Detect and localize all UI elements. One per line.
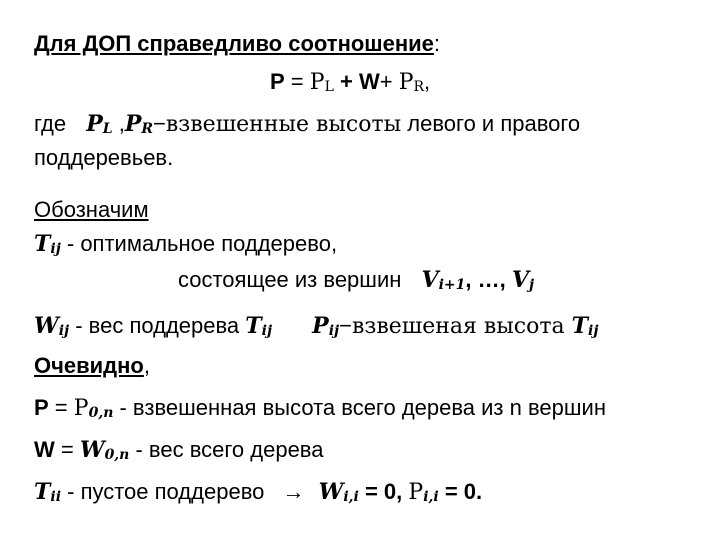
wij-t: T — [245, 313, 262, 339]
line-obvious-heading — [34, 352, 710, 380]
obvious-heading: Очевидно — [34, 353, 144, 378]
wtotal-text: - вес всего дерева — [129, 437, 324, 462]
where-text-sans: левого и правого — [401, 111, 581, 136]
line-vertices — [178, 266, 710, 297]
where-pr-sub: R — [141, 121, 154, 137]
vertices-v1: V — [421, 267, 439, 293]
line-w-total — [34, 436, 710, 467]
tij-sub: ij — [50, 241, 61, 257]
formula-pl-sub: L — [324, 79, 334, 95]
pij-dash: − — [339, 313, 352, 338]
arrow-icon: → — [282, 479, 305, 504]
wtotal-eq: = — [54, 437, 80, 462]
ptotal-eq: = — [48, 395, 74, 420]
pij-symbol: P — [312, 313, 329, 339]
subtrees-text: поддеревьев. — [34, 145, 174, 170]
line-empty-subtree — [34, 478, 710, 509]
line-subtrees — [34, 144, 710, 172]
wij-text: - вес поддерева — [69, 313, 246, 338]
wtotal-w0-sub: 0,n — [104, 447, 130, 463]
relation-heading: Для ДОП справедливо соотношение — [34, 31, 434, 56]
where-dash: − — [153, 111, 166, 136]
vertices-text: состоящее из вершин — [178, 267, 402, 292]
wij-t-sub: ij — [261, 323, 273, 339]
ptotal-p0-sub: 0,n — [88, 405, 114, 421]
formula-plus2: + — [379, 69, 399, 94]
formula-w: W — [358, 69, 380, 94]
line-relation-heading — [34, 30, 710, 58]
wij-sub: ij — [58, 323, 70, 339]
line-wij — [34, 312, 710, 343]
where-pl-sub: L — [102, 121, 113, 137]
wii-sub: i,i — [343, 489, 359, 505]
tij-text: - оптимальное поддерево, — [60, 231, 338, 256]
line-tij — [34, 230, 710, 261]
ptotal-p: P — [34, 395, 49, 420]
where-pl: P — [86, 111, 103, 137]
where-pr: P — [124, 111, 142, 137]
formula-pr: P — [398, 70, 414, 95]
pij-t-sub: ij — [588, 323, 599, 339]
formula-p: P — [270, 69, 285, 94]
where-comma: , — [112, 111, 125, 136]
vertices-v1-sub: i+1 — [438, 277, 466, 293]
wtotal-w: W — [34, 437, 55, 462]
pij-t: T — [571, 313, 588, 339]
pii-eq: = 0. — [438, 479, 483, 504]
wii-symbol: W — [318, 479, 344, 505]
line-p-total — [34, 394, 710, 425]
ptotal-text: - взвешенная высота всего дерева из n вершин — [113, 395, 606, 420]
tii-sub: ii — [50, 489, 62, 505]
pij-text: взвешеная высота — [351, 314, 572, 339]
ptotal-p0: P — [73, 396, 89, 421]
pij-sub: ij — [328, 323, 340, 339]
formula-pl: P — [309, 70, 325, 95]
where-word: где — [34, 111, 67, 136]
notation-heading: Обозначим — [34, 197, 149, 222]
vertices-dots: , …, — [465, 267, 506, 292]
wii-eq: = 0, — [358, 479, 409, 504]
tii-symbol: T — [34, 479, 51, 505]
relation-heading-colon: : — [433, 31, 441, 56]
wtotal-w0: W — [79, 437, 105, 463]
tii-text: - пустое поддерево — [61, 479, 265, 504]
formula-comma: , — [424, 69, 431, 94]
where-text-serif: взвешенные высоты — [165, 112, 402, 137]
tij-symbol: T — [34, 231, 51, 257]
pii-symbol: P — [408, 480, 424, 505]
formula-eq: = — [284, 69, 310, 94]
vertices-v2: V — [511, 267, 529, 293]
obvious-comma: , — [143, 353, 150, 378]
line-where — [34, 110, 710, 141]
vertices-v2-sub: j — [528, 277, 535, 293]
formula-plus1: + — [333, 69, 359, 94]
line-notation-heading — [34, 196, 710, 224]
formula-p-sum — [270, 68, 710, 99]
wij-symbol: W — [34, 313, 59, 339]
pii-sub: i,i — [423, 489, 439, 505]
formula-pr-sub: R — [413, 79, 425, 95]
